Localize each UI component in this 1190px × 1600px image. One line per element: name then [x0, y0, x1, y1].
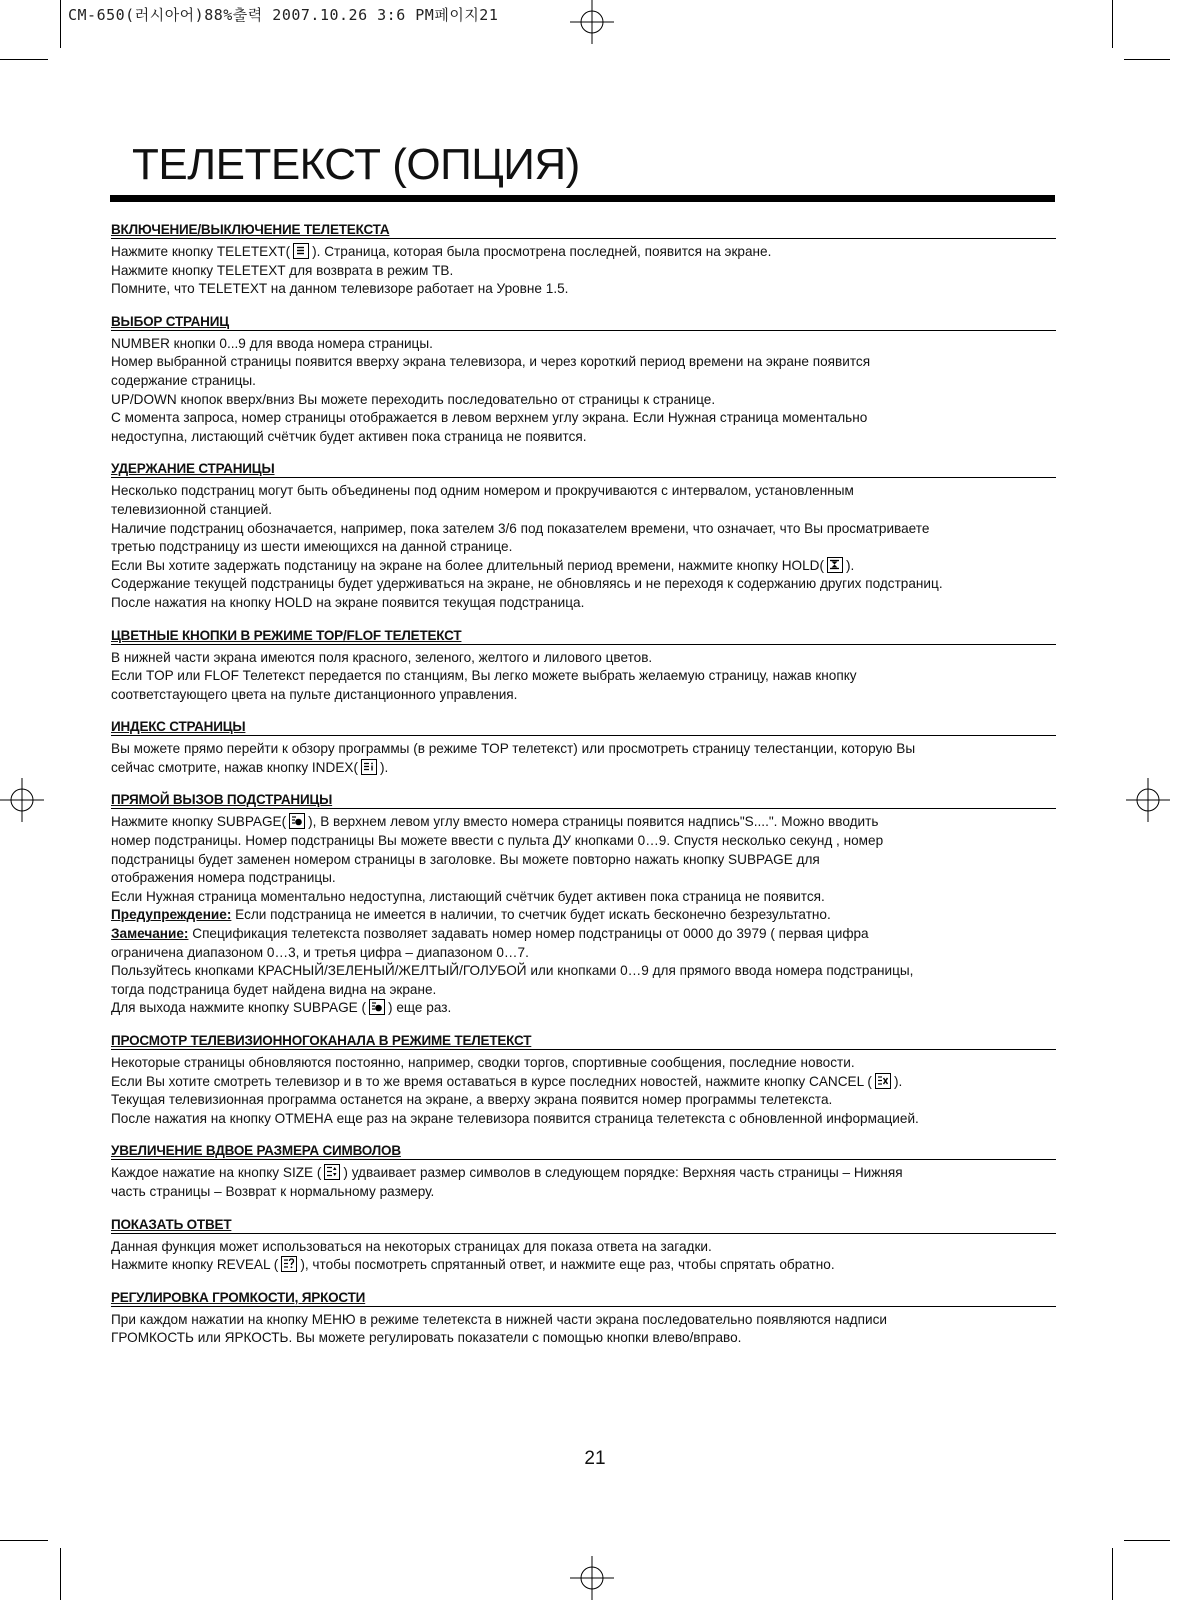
text-segment: ) удваивает размер символов в следующем порядке: Верхняя часть страницы – Нижняя — [343, 1165, 903, 1181]
text-line — [111, 501, 1056, 520]
text-line — [111, 1054, 1056, 1073]
text-segment: Если TOP или FLOF Телетекст передается по станциям, Вы легко можете выбрать желаемую страницу, нажав кнопку — [111, 668, 857, 684]
section-heading — [111, 461, 1056, 478]
text-line — [111, 962, 1056, 981]
text-segment: ограничена диапазоном 0…3, и третья цифра – диапазоном 0…7. — [111, 944, 529, 960]
section — [111, 1143, 1056, 1201]
text-segment: третью подстраницу из шести имеющихся на данной странице. — [111, 539, 513, 555]
text-segment: недоступна, листающий счётчик будет активен пока страница не появится. — [111, 428, 587, 444]
section-heading-text: ВКЛЮЧЕНИЕ/ВЫКЛЮЧЕНИЕ ТЕЛЕТЕКСТА — [111, 222, 390, 237]
text-segment: телевизионной станцией. — [111, 501, 273, 517]
crop-mark — [60, 1548, 61, 1600]
section-heading — [111, 1033, 1056, 1050]
index-icon — [361, 759, 377, 775]
text-segment: С момента запроса, номер страницы отображается в левом верхнем углу экрана. Если Нужная страница моментально — [111, 410, 868, 426]
text-segment: NUMBER кнопки 0...9 для ввода номера страницы. — [111, 335, 433, 351]
text-line — [111, 391, 1056, 410]
text-line — [111, 575, 1056, 594]
text-line — [111, 813, 1056, 832]
text-segment: ). — [379, 759, 389, 775]
text-segment: Спецификация телетекста позволяет задавать номер номер подстраницы от 0000 до 3979 ( первая цифра — [188, 926, 869, 942]
text-line — [111, 888, 1056, 907]
text-segment: Пользуйтесь кнопками КРАСНЫЙ/ЗЕЛЕНЫЙ/ЖЕЛТЫЙ/ГОЛУБОЙ или кнопками 0…9 для прямого ввода номера подстраницы, — [111, 963, 914, 979]
crop-mark — [0, 1540, 48, 1541]
text-line — [111, 1164, 1056, 1183]
text-line — [111, 944, 1056, 963]
text-line — [111, 851, 1056, 870]
text-segment: В нижней части экрана имеются поля красного, зеленого, желтого и лилового цветов. — [111, 649, 653, 665]
crop-mark — [1124, 1540, 1170, 1541]
text-segment: Содержание текущей подстраницы будет удерживаться на экране, не обновляясь и не переходя к содержанию других подстраниц. — [111, 576, 943, 592]
crop-mark — [1112, 1548, 1113, 1600]
text-line — [111, 520, 1056, 539]
text-segment: Вы можете прямо перейти к обзору программы (в режиме TOP телетекст) или просмотреть страницу телестанции, которую Вы — [111, 741, 916, 757]
section-heading — [111, 719, 1056, 736]
section-heading-text: ПРЯМОЙ ВЫЗОВ ПОДСТРАНИЦЫ — [111, 792, 333, 808]
text-segment: часть страницы – Возврат к нормальному размеру. — [111, 1183, 435, 1199]
section-heading-text: ПОКАЗАТЬ ОТВЕТ — [111, 1216, 232, 1232]
text-line — [111, 409, 1056, 428]
text-segment: ). Страница, которая была просмотрена последней, появится на экране. — [312, 244, 772, 259]
text-line — [111, 482, 1056, 501]
text-line — [111, 428, 1056, 447]
text-segment: Если Нужная страница моментально недоступна, листающий счётчик будет активен пока страница не появится. — [111, 888, 825, 904]
section-heading-text: УДЕРЖАНИЕ СТРАНИЦЫ — [111, 461, 275, 477]
text-segment: Данная функция может использоваться на некоторых страницах для показа ответа на загадки. — [111, 1238, 712, 1254]
section — [111, 1290, 1056, 1348]
print-header: CM-650(러시아어)88%출력 2007.10.26 3:6 PM페이지21 — [68, 6, 499, 24]
text-line — [111, 686, 1056, 705]
text-line — [111, 981, 1056, 1000]
crop-mark — [0, 59, 48, 60]
section — [111, 1033, 1056, 1128]
section-heading — [111, 1217, 1056, 1234]
text-segment: Если подстраница не имеется в наличии, то счетчик будет искать бесконечно безрезультатно. — [231, 907, 831, 923]
text-line — [111, 925, 1056, 944]
section-heading — [111, 628, 1056, 645]
text-line — [111, 1256, 1056, 1275]
text-segment: ) еще раз. — [388, 1000, 452, 1016]
text-line — [111, 594, 1056, 613]
section-heading-text: ПРОСМОТР ТЕЛЕВИЗИОННОГОКАНАЛА В РЕЖИМЕ ТЕЛЕТЕКСТ — [111, 1033, 532, 1048]
hold-icon — [827, 557, 843, 573]
text-line — [111, 243, 1056, 262]
text-line — [111, 1183, 1056, 1202]
reveal-icon — [281, 1256, 297, 1272]
text-segment: ). — [893, 1073, 903, 1089]
text-segment: ). — [846, 557, 855, 573]
text-segment: Помните, что TELETEXT на данном телевизоре работает на Уровне 1.5. — [111, 281, 569, 297]
content — [111, 222, 1056, 1363]
text-segment: соответстаующего цвета на пульте дистанционного управления. — [111, 686, 518, 702]
title-rule — [110, 195, 1055, 202]
text-segment: ГРОМКОСТЬ или ЯРКОСТЬ. Вы можете регулировать показатели с помощью кнопки влево/вправо. — [111, 1330, 742, 1346]
text-segment: Если Вы хотите смотреть телевизор и в то же время оставаться в курсе последних новостей, нажмите кнопку CANCEL ( — [111, 1073, 872, 1089]
section — [111, 222, 1056, 299]
crop-mark — [1112, 0, 1113, 48]
registration-mark-bottom — [570, 1556, 614, 1600]
section-heading-text: ВЫБОР СТРАНИЦ — [111, 313, 229, 329]
text-segment: После нажатия на кнопку HOLD на экране появится текущая подстраница. — [111, 594, 585, 610]
section-heading-text: ЦВЕТНЫЕ КНОПКИ В РЕЖИМЕ TOP/FLOF ТЕЛЕТЕКСТ — [111, 627, 462, 643]
text-line — [111, 1311, 1056, 1330]
text-segment: Несколько подстраниц могут быть объединены под одним номером и прокручиваются с интервалом, установленным — [111, 483, 854, 499]
text-line — [111, 759, 1056, 778]
text-line — [111, 1110, 1056, 1129]
note-label: Предупреждение: — [111, 907, 232, 923]
text-segment: UP/DOWN кнопок вверх/вниз Вы можете переходить последовательно от страницы к странице. — [111, 391, 716, 407]
section-heading — [111, 792, 1056, 809]
text-line — [111, 538, 1056, 557]
text-line — [111, 832, 1056, 851]
text-segment: ), В верхнем левом углу вместо номера страницы появится надпись"S....". Можно вводить — [308, 814, 879, 830]
section-heading — [111, 1143, 1056, 1160]
text-segment: Для выхода нажмите кнопку SUBPAGE ( — [111, 1000, 367, 1016]
section — [111, 719, 1056, 777]
text-segment: Текущая телевизионная программа останется на экране, а вверху экрана появится номер программы телетекста. — [111, 1092, 833, 1108]
text-line — [111, 1091, 1056, 1110]
text-segment: После нажатия на кнопку ОТМЕНА еще раз на экране телевизора появится страница телетекста с обновленной информацией. — [111, 1110, 919, 1126]
section — [111, 314, 1056, 447]
text-segment: ), чтобы посмотреть спрятанный ответ, и нажмите еще раз, чтобы спрятать обратно. — [300, 1257, 835, 1273]
crop-mark — [60, 0, 61, 48]
subpage-icon — [289, 813, 305, 829]
text-segment: Нажмите кнопку TELETEXT( — [111, 244, 291, 259]
page-number: 21 — [584, 1448, 606, 1469]
text-segment: Каждое нажатие на кнопку SIZE ( — [111, 1165, 322, 1181]
cancel-icon — [875, 1073, 891, 1089]
text-line — [111, 869, 1056, 888]
teletext-icon — [293, 243, 309, 259]
text-segment: Номер выбранной страницы появится вверху экрана телевизора, и через короткий период времени на экране появится — [111, 354, 871, 370]
text-segment: отображения номера подстраницы. — [111, 870, 336, 886]
section — [111, 461, 1056, 612]
text-segment: При каждом нажатии на кнопку МЕНЮ в режиме телетекста в нижней части экрана последовательно появляются надписи — [111, 1311, 887, 1327]
section — [111, 1217, 1056, 1275]
text-segment: сейчас смотрите, нажав кнопку INDEX( — [111, 759, 358, 775]
text-segment: Если Вы хотите задержать подстаницу на экране на более длительный период времени, нажмите кнопку HOLD( — [111, 557, 825, 573]
section-heading-text: УВЕЛИЧЕНИЕ ВДВОЕ РАЗМЕРА СИМВОЛОВ — [111, 1143, 401, 1159]
text-line — [111, 667, 1056, 686]
text-segment: Нажмите кнопку REVEAL ( — [111, 1257, 279, 1273]
section — [111, 792, 1056, 1018]
text-segment: содержание страницы. — [111, 372, 256, 388]
subpage-icon — [369, 999, 385, 1015]
text-line — [111, 649, 1056, 668]
text-line — [111, 1329, 1056, 1348]
text-segment: тогда подстраница будет найдена видна на экране. — [111, 981, 437, 997]
text-line — [111, 740, 1056, 759]
registration-mark-right — [1126, 778, 1170, 822]
text-line — [111, 557, 1056, 576]
text-segment: номер подстраницы. Номер подстраницы Вы можете ввести с пульта ДУ кнопками 0…9. Спустя несколько секунд , номер — [111, 833, 884, 849]
text-segment: Некоторые страницы обновляются постоянно, например, сводки торгов, спортивные сообщения, последние новости. — [111, 1055, 855, 1070]
text-line — [111, 999, 1056, 1018]
text-line — [111, 335, 1056, 354]
crop-mark — [1124, 59, 1170, 60]
text-segment: подстраницы будет заменен номером страницы в заголовке. Вы можете повторно нажать кнопку SUBPAGE для — [111, 851, 820, 867]
text-line — [111, 1238, 1056, 1257]
text-line — [111, 280, 1056, 299]
section-heading — [111, 1290, 1056, 1307]
page-title: ТЕЛЕТЕКСТ (ОПЦИЯ) — [132, 140, 580, 189]
section-heading — [111, 314, 1056, 331]
text-segment: Наличие подстраниц обозначается, например, пока зателем 3/6 под показателем времени, что означает, что Вы просматриваете — [111, 520, 930, 536]
registration-mark-left — [0, 778, 44, 822]
size-icon — [324, 1164, 340, 1180]
text-segment: Нажмите кнопку SUBPAGE( — [111, 814, 287, 830]
section-heading-text: РЕГУЛИРОВКА ГРОМКОСТИ, ЯРКОСТИ — [111, 1289, 366, 1305]
text-line — [111, 353, 1056, 372]
section-heading — [111, 222, 1056, 239]
text-line — [111, 372, 1056, 391]
text-line — [111, 1073, 1056, 1092]
section-heading-text: ИНДЕКС СТРАНИЦЫ — [111, 719, 246, 735]
note-label: Замечание: — [111, 926, 189, 942]
section — [111, 628, 1056, 705]
text-line — [111, 906, 1056, 925]
text-line — [111, 262, 1056, 281]
text-segment: Нажмите кнопку TELETEXT для возврата в режим ТВ. — [111, 262, 454, 278]
registration-mark-top — [570, 0, 614, 44]
